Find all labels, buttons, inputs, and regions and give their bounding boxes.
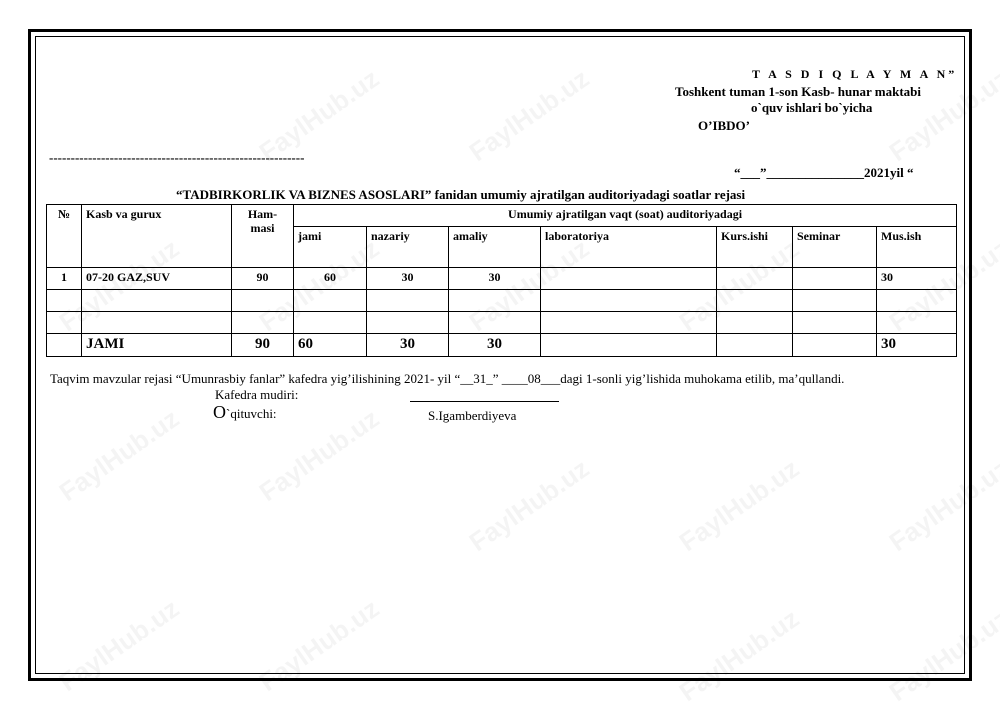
header-span: Umumiy ajratilgan vaqt (soat) auditoriyadagi (294, 205, 957, 227)
row-num: 1 (47, 268, 82, 290)
summary-jami: 60 (294, 334, 367, 357)
summary-total: 90 (232, 334, 294, 357)
header-amaliy: amaliy (449, 227, 541, 268)
row-total: 90 (232, 268, 294, 290)
header-total: Ham- masi (232, 205, 294, 268)
empty-row (47, 290, 957, 312)
row-seminar (793, 268, 877, 290)
signature-dashes: ----------------------------------------------------------- (49, 150, 305, 165)
signature-line (410, 401, 559, 402)
empty-row (47, 312, 957, 334)
approval-note: Taqvim mavzular rejasi “Umunrasbiy fanlar” kafedra yig’ilishining 2021- yil “__31_” ____08___dagi 1-sonli yig’lishida muhokama etilib, ma’qullandi. (50, 371, 845, 386)
date-line: “___”_______________2021yil “ (734, 165, 914, 180)
header-mus: Mus.ish (877, 227, 957, 268)
approval-org: Toshkent tuman 1-son Kasb- hunar maktabi (675, 84, 921, 99)
row-mus: 30 (877, 268, 957, 290)
hours-table (46, 204, 957, 357)
teacher-label (213, 402, 277, 423)
approval-role: O’IBDO’ (698, 118, 750, 133)
header-kurs: Kurs.ishi (717, 227, 793, 268)
teacher-name: S.Igamberdiyeva (428, 408, 517, 423)
header-seminar: Seminar (793, 227, 877, 268)
header-group: Kasb va gurux (82, 205, 232, 268)
row-amaliy: 30 (449, 268, 541, 290)
approval-dept: o`quv ishlari bo`yicha (751, 100, 873, 115)
row-laboratoriya (541, 268, 717, 290)
header-jami: jami (294, 227, 367, 268)
header-row (47, 205, 957, 227)
teacher-label-rest: `qituvchi: (226, 406, 277, 421)
header-num: № (47, 205, 82, 268)
summary-nazariy: 30 (367, 334, 449, 357)
header-nazariy: nazariy (367, 227, 449, 268)
summary-row (47, 334, 957, 357)
summary-label: JAMI (82, 334, 232, 357)
approval-title: T A S D I Q L A Y M A N” (752, 67, 958, 81)
summary-mus: 30 (877, 334, 957, 357)
table-row (47, 268, 957, 290)
header-laboratoriya: laboratoriya (541, 227, 717, 268)
row-jami: 60 (294, 268, 367, 290)
row-group: 07-20 GAZ,SUV (82, 268, 232, 290)
summary-amaliy: 30 (449, 334, 541, 357)
document-title: “TADBIRKORLIK VA BIZNES ASOSLARI” fanidan umumiy ajratilgan auditoriyadagi soatlar rejasi (176, 187, 746, 202)
kafedra-label: Kafedra mudiri: (215, 387, 299, 402)
teacher-initial: O (213, 402, 226, 422)
row-kurs (717, 268, 793, 290)
row-nazariy: 30 (367, 268, 449, 290)
